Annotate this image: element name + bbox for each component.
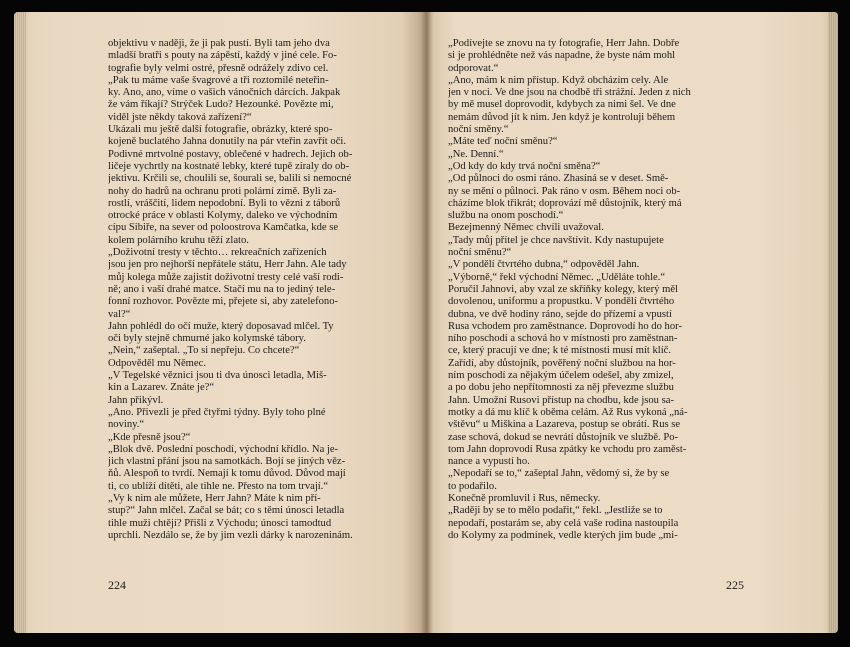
text-line: jen v noci. Ve dne jsou na chodbě tři strážní. Jeden z nich: [448, 87, 691, 99]
text-line: by mě musel doprovodit, kdybych za nimi šel. Ve dne: [448, 99, 676, 111]
text-line: oči byly stejně chmurné jako kolymské tábory.: [108, 333, 306, 345]
text-line: a po dobu jeho nepřítomnosti za něj převezme službu: [448, 382, 674, 394]
text-line: si je prohlédněte než vás napadne, že byste nám mohl: [448, 50, 676, 62]
text-line: ňů. Alespoň to tvrdí. Nemají k tomu důvod. Důvod mají: [108, 468, 346, 480]
text-line: nemám důvod jít k nim. Jen když je kontroluji během: [448, 111, 676, 123]
text-line: „Tady můj přítel je chce navštívit. Kdy nastupujete: [448, 234, 664, 246]
text-line: tihle muži chtějí? Přišli z Východu; únosci tamodtud: [108, 517, 332, 529]
right-page: [426, 12, 838, 633]
left-page-number: 224: [108, 578, 126, 592]
text-line: vštěvu“ u Miškina a Lazareva, postup se obrátí. Rus se: [448, 419, 681, 431]
text-line: ličeje vychrtly na kostnaté lebky, které tupě zíraly do ob-: [108, 160, 350, 172]
text-line: Podivné mrtvolné postavy, oblečené v hadrech. Jejich ob-: [108, 148, 353, 160]
text-line: objektivu v naději, že ji pak pustí. Byli tam jeho dva: [108, 38, 330, 49]
open-book: [14, 12, 838, 633]
text-line: „Kde přesně jsou?“: [108, 431, 191, 443]
book-gutter: [420, 12, 432, 633]
text-line: nepodaří, postarám se, aby celá vaše rodina nastoupila: [448, 517, 679, 529]
text-line: uprchli. Nezdálo se, že by jim vezli dárky k narozeninám.: [108, 529, 353, 541]
text-line: ního poschodí a schová ho v místnosti pro zaměstnan-: [448, 333, 678, 345]
left-page-edge: [14, 12, 26, 633]
text-line: Zařídí, aby důstojník, pověřený noční službou na hor-: [448, 357, 676, 369]
text-line: ce, který pracují ve dne; k té místnosti musí mít klíč.: [448, 345, 672, 357]
text-line: kojeně buclatého Jahna donutily na pár vteřin zavřít oči.: [108, 136, 346, 148]
text-line: fonní rozhovor. Povězte mi, přejete si, aby zatelefono-: [108, 296, 339, 308]
text-line: „Od kdy do kdy trvá noční směna?“: [448, 160, 601, 172]
text-line: „Vy k nim ale můžete, Herr Jahn? Máte k nim pří-: [108, 492, 321, 504]
text-line: „Raději by se to mělo podařit,“ řekl. „Jestliže se to: [448, 505, 663, 517]
text-line: Ukázali mu ještě další fotografie, obrázky, které spo-: [108, 124, 333, 136]
left-page-text: [108, 38, 408, 542]
text-line: rostlí, vráščití, lidem nepodobní. Byli to vězni z táborů: [108, 197, 341, 209]
text-line: „V pondělí čtvrtého dubna,“ odpověděl Jahn.: [448, 259, 640, 271]
text-line: Bezejmenný Němec chvíli uvažoval.: [448, 222, 604, 234]
text-line: dubna, ve dvě hodiny ráno, sejde do přízemí a vpustí: [448, 308, 672, 320]
text-line: kin a Lazarev. Znáte je?“: [108, 382, 215, 394]
text-line: jektivu. Krčili se, choulili se, šourali se, balili si nemocné: [108, 173, 352, 185]
text-line: „Ano. Přivezli je před čtyřmi týdny. Byly toho plné: [108, 406, 326, 418]
text-line: to podařilo.: [448, 480, 497, 492]
text-line: že vám říkají? Strýček Ludo? Hezounké. Povězte mi,: [108, 99, 334, 111]
text-line: stup?“ Jahn mlčel. Začal se bát; co s těmi únosci letadla: [108, 505, 345, 517]
text-line: nance a vypustí ho.: [448, 456, 530, 468]
text-line: službu na onom poschodí.“: [448, 210, 564, 222]
text-line: noviny.“: [108, 419, 145, 431]
text-line: noční směny.“: [448, 124, 509, 136]
text-line: „Podívejte se znovu na ty fotografie, Herr Jahn. Dobře: [448, 38, 680, 49]
text-line: „Blok dvě. Poslední poschodí, východní křídlo. Na je-: [108, 443, 339, 455]
right-page-edge: [828, 12, 838, 633]
text-line: ním poschodí za nějakým účelem odešel, aby zmizel,: [448, 370, 674, 382]
right-page-number: 225: [726, 578, 744, 592]
text-line: dovolenou, uniformu a propustku. V pondělí čtvrtého: [448, 296, 675, 308]
text-line: val?“: [108, 308, 131, 320]
text-line: ky. Ano, ano, víme o vašich vánočních dárcích. Jakpak: [108, 87, 341, 99]
left-page: [14, 12, 426, 633]
text-line: kolem polárního kruhu těží zlato.: [108, 234, 249, 246]
text-line: „Máte teď noční směnu?“: [448, 136, 558, 148]
text-line: „Nepodaří se to,“ zašeptal Jahn, vědomý si, že by se: [448, 468, 670, 480]
text-line: „Ne. Denní.“: [448, 148, 504, 160]
text-line: ti, co ublíží dítěti, ale tihle ne. Přesto na tom trvají.“: [108, 480, 329, 492]
text-line: odporovat.“: [448, 62, 499, 74]
text-line: „Výborně,“ řekl východní Němec. „Uděláte tohle.“: [448, 271, 666, 283]
text-line: Konečně promluvil i Rus, německy.: [448, 492, 601, 504]
text-line: Jahn pohlédl do očí muže, který doposavad mlčel. Ty: [108, 320, 334, 332]
text-line: jich vlastní přání jsou na samotkách. Bojí se jiných věz-: [108, 456, 346, 468]
text-line: zase schová, dokud se nevrátí důstojník ve službě. Po-: [448, 431, 679, 443]
text-line: můj kolega může zajistit doživotní tresty celé vaší rodi-: [108, 271, 344, 283]
text-line: ně; ano i vaší drahé matce. Stačí mu na to jediný tele-: [108, 283, 336, 295]
text-line: motky a dá mu klíč k oběma celám. Až Rus vykoná „ná-: [448, 406, 688, 418]
text-line: do Kolymy za podmínek, vedle kterých jim bude „mi-: [448, 529, 678, 541]
text-line: tom Jahn doprovodí Rusa zpátky ke vchodu pro zaměst-: [448, 443, 687, 455]
text-line: Odpověděl mu Němec.: [108, 357, 206, 369]
text-line: otrocké práce v oblasti Kolymy, daleko ve východním: [108, 210, 338, 222]
text-line: Jahn. Umožní Rusovi přístup na chodbu, kde jsou sa-: [448, 394, 674, 406]
text-line: Jahn přikývl.: [108, 394, 164, 406]
text-line: „Nein,“ zašeptal. „To si nepřeju. Co chcete?“: [108, 345, 300, 357]
right-page-text: [448, 38, 754, 542]
text-line: ny se mění o půlnoci. Pak ráno v osm. Během noci ob-: [448, 185, 681, 197]
text-line: „Ano, mám k nim přístup. Když obcházím cely. Ale: [448, 74, 669, 86]
text-line: cházíme blok třikrát; doprovází mě důstojník, který má: [448, 197, 682, 209]
text-line: noční směnu?“: [448, 247, 512, 259]
text-line: jsou jen pro nejhorší nepřátele státu, Herr Jahn. Ale tady: [108, 259, 347, 271]
text-line: „Od půlnoci do osmi ráno. Zhasíná se v deset. Smě-: [448, 173, 669, 185]
text-line: viděl jste někdy taková zařízení?“: [108, 111, 252, 123]
text-line: mladší bratři s pouty na zápěstí, každý v jiné cele. Fo-: [108, 50, 337, 62]
text-line: cípu Sibiře, na sever od poloostrova Kamčatka, kde se: [108, 222, 339, 234]
text-line: nohy do hadrů na ochranu proti polární zimě. Byli za-: [108, 185, 337, 197]
text-line: „Doživotní tresty v těchto… rekreačních zařízeních: [108, 247, 327, 259]
text-line: tografie byly velmi ostré, přesně odrážely zdivo cel.: [108, 62, 329, 74]
text-line: Rusa vchodem pro zaměstnance. Doprovodí ho do hor-: [448, 320, 682, 332]
text-line: „V Tegelské věznici jsou ti dva únosci letadla, Miš-: [108, 370, 327, 382]
text-line: „Pak tu máme vaše švagrové a tři roztomilé neteřin-: [108, 74, 329, 86]
text-line: Poručil Jahnovi, aby vzal ze skříňky kolegy, který měl: [448, 283, 678, 295]
